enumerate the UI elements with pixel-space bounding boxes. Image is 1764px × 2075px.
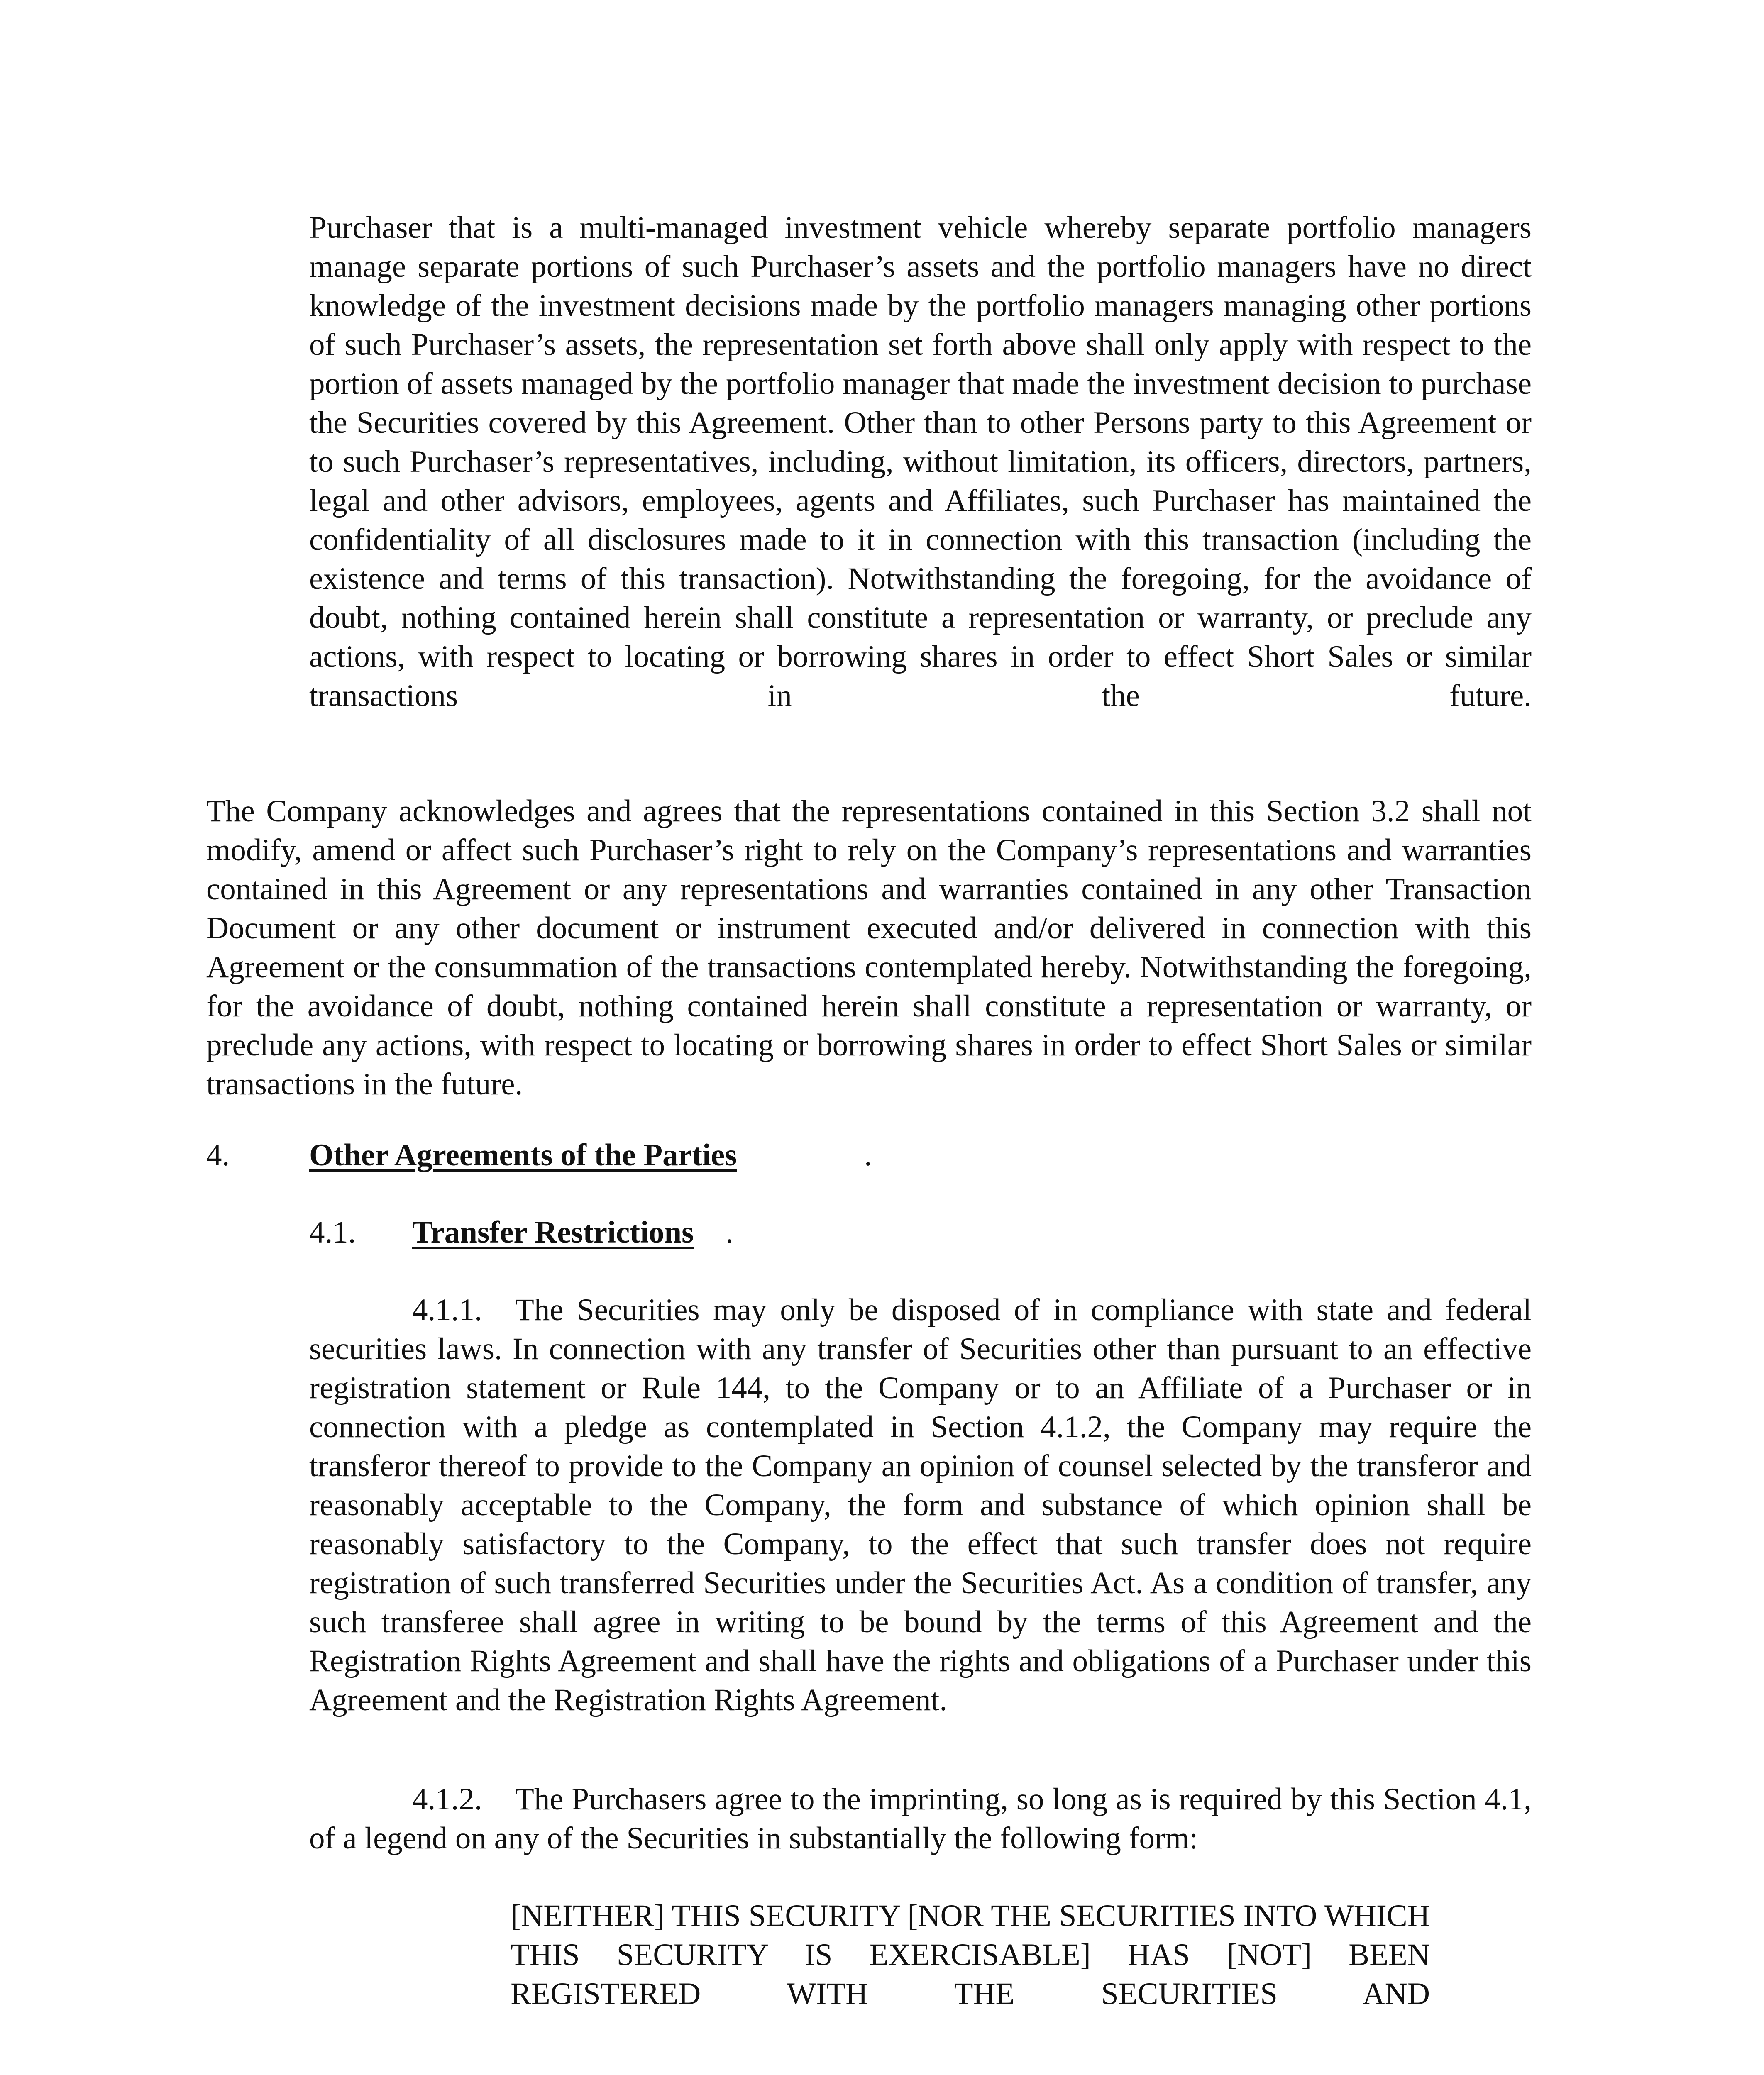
acknowledgement-paragraph: The Company acknowledges and agrees that the representations contained in this Section 3.2 shall not modify, amend or affect such Purchaser’s right to rely on the Company’s representations and warranties contained in this Agreement or any representations and warranties contained in any other Transaction Document or any other document or instrument executed and/or delivered in connection with this Agreement or the consummation of the transactions contemplated hereby. Notwithstanding the foregoing, for the avoidance of doubt, nothing contained herein shall constitute a representation or warranty, or preclude any actions, with respect to locating or borrowing shares in order to effect Short Sales or similar transactions in the future. xyxy=(206,794,1532,1101)
representation-paragraph: Purchaser that is a multi-managed investment vehicle whereby separate portfolio managers manage separate portions of such Purchaser’s assets and the portfolio managers have no direct knowledge of the investment decisions made by the portfolio managers managing other portions of such Purchaser’s assets, the representation set forth above shall only apply with respect to the portion of assets managed by the portfolio manager that made the investment decision to purchase the Securities covered by this Agreement. Other than to other Persons party to this Agreement or to such Purchaser’s representatives, including, without limitation, its officers, directors, partners, legal and other advisors, employees, agents and Affiliates, such Purchaser has maintained the confidentiality of all disclosures made to it in connection with this transaction (including the existence and terms of this transaction). Notwithstanding the foregoing, for the avoidance of doubt, nothing contained herein shall constitute a representation or warranty, or preclude any actions, with respect to locating or borrowing shares in order to effect Short Sales or similar transactions in the future. xyxy=(309,210,1532,713)
section-4-1-number: 4.1. xyxy=(309,1215,356,1250)
section-4-number: 4. xyxy=(206,1138,230,1172)
section-4-1-1-text: The Securities may only be disposed of in compliance with state and federal securities laws. In connection with any transfer of Securities other than pursuant to an effective registration statement or Rule 144, to the Company or to an Affiliate of a Purchaser or in connection with a pledge as contemplated in Section 4.1.2, the Company may require the transferor thereof to provide to the Company an opinion of counsel selected by the transferor and reasonably acceptable to the Company, the form and substance of which opinion shall be reasonably satisfactory to the Company, to the effect that such transfer does not require registration of such transferred Securities under the Securities Act. As a condition of transfer, any such transferee shall agree in writing to be bound by the terms of this Agreement and the Registration Rights Agreement and shall have the rights and obligations of a Purchaser under this Agreement and the Registration Rights Agreement. xyxy=(309,1293,1532,1717)
section-4-1-title-period: . xyxy=(726,1215,733,1250)
section-4-1-2-text: The Purchasers agree to the imprinting, so long as is required by this Section 4.1, of a legend on any of the Securities in substantially the following form: xyxy=(309,1782,1532,1855)
section-4-1-1-number: 4.1.1. xyxy=(412,1293,482,1327)
restrictive-legend: [NEITHER] THIS SECURITY [NOR THE SECURITIES INTO WHICH THIS SECURITY IS EXERCISABLE] HAS [NOT] BEEN REGISTERED WITH THE SECURITIES AND xyxy=(511,1899,1430,2011)
section-4-1-1-paragraph xyxy=(309,1291,1532,1720)
section-4-1-title: Transfer Restrictions xyxy=(412,1215,694,1250)
section-4-1-2-paragraph xyxy=(309,1780,1532,1858)
section-4-title-period: . xyxy=(864,1138,872,1172)
section-4-1-2-number: 4.1.2. xyxy=(412,1782,482,1816)
section-4-title: Other Agreements of the Parties xyxy=(309,1138,737,1172)
